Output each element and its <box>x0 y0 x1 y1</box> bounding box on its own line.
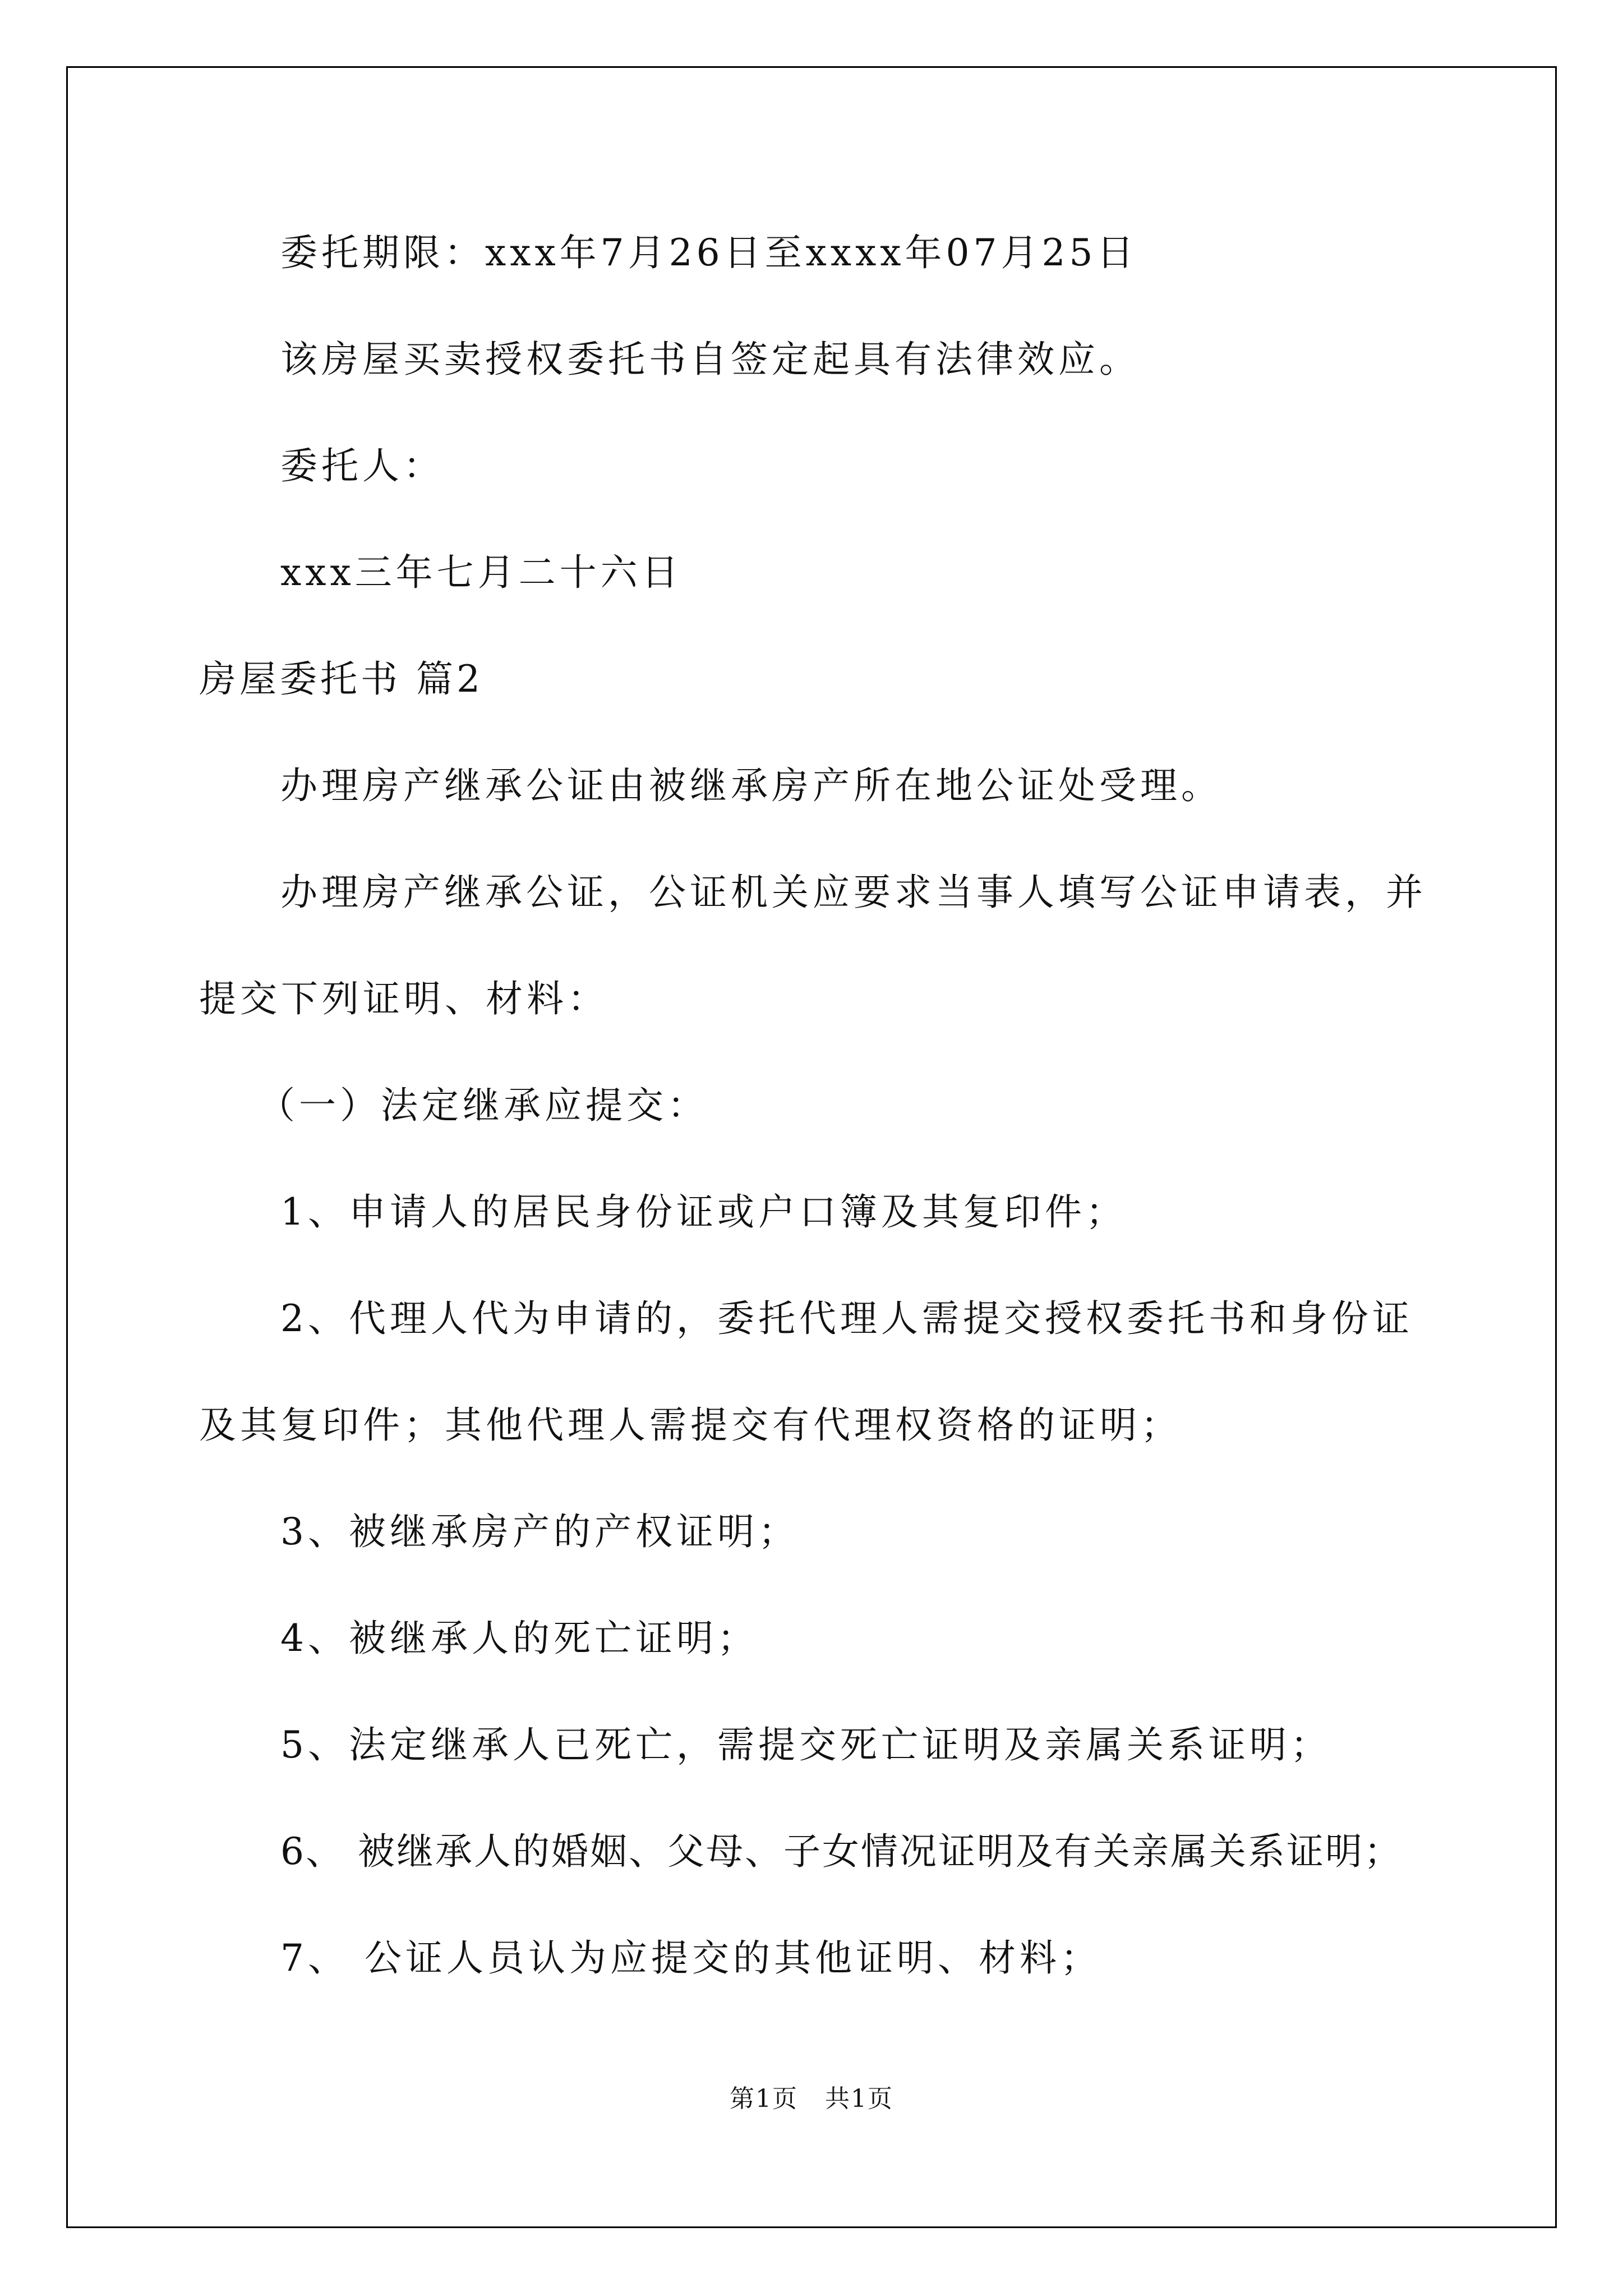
list-item-5: 5、法定继承人已死亡，需提交死亡证明及亲属关系证明； <box>280 1723 1331 1766</box>
line-entrust-period: 委托期限：xxx年7月26日至xxxx年07月25日 <box>280 231 1138 274</box>
list-item-1: 1、申请人的居民身份证或户口簿及其复印件； <box>280 1190 1127 1234</box>
line-notary-office: 办理房产继承公证由被继承房产所在地公证处受理。 <box>280 764 1222 807</box>
list-item-6: 6、 被继承人的婚姻、父母、子女情况证明及有关亲属关系证明； <box>280 1830 1403 1873</box>
line-requirements-intro-cont: 提交下列证明、材料： <box>199 977 608 1020</box>
list-item-2: 2、代理人代为申请的，委托代理人需提交授权委托书和身份证 <box>280 1297 1413 1340</box>
list-item-4: 4、被继承人的死亡证明； <box>280 1617 758 1660</box>
line-principal: 委托人： <box>280 444 444 487</box>
page-footer: 第1页 共1页 <box>730 2085 893 2113</box>
list-item-3: 3、被继承房产的产权证明； <box>280 1510 799 1553</box>
subsection-heading: （一）法定继承应提交： <box>258 1084 708 1127</box>
page-border <box>66 66 1557 2228</box>
line-legal-effect: 该房屋买卖授权委托书自签定起具有法律效应。 <box>280 338 1140 381</box>
list-item-2-cont: 及其复印件；其他代理人需提交有代理权资格的证明； <box>199 1404 1182 1447</box>
line-requirements-intro: 办理房产继承公证，公证机关应要求当事人填写公证申请表，并 <box>280 871 1427 914</box>
line-date: xxx三年七月二十六日 <box>280 551 683 594</box>
list-item-7: 7、 公证人员认为应提交的其他证明、材料； <box>280 1936 1101 1980</box>
section-heading: 房屋委托书 篇2 <box>199 657 483 701</box>
